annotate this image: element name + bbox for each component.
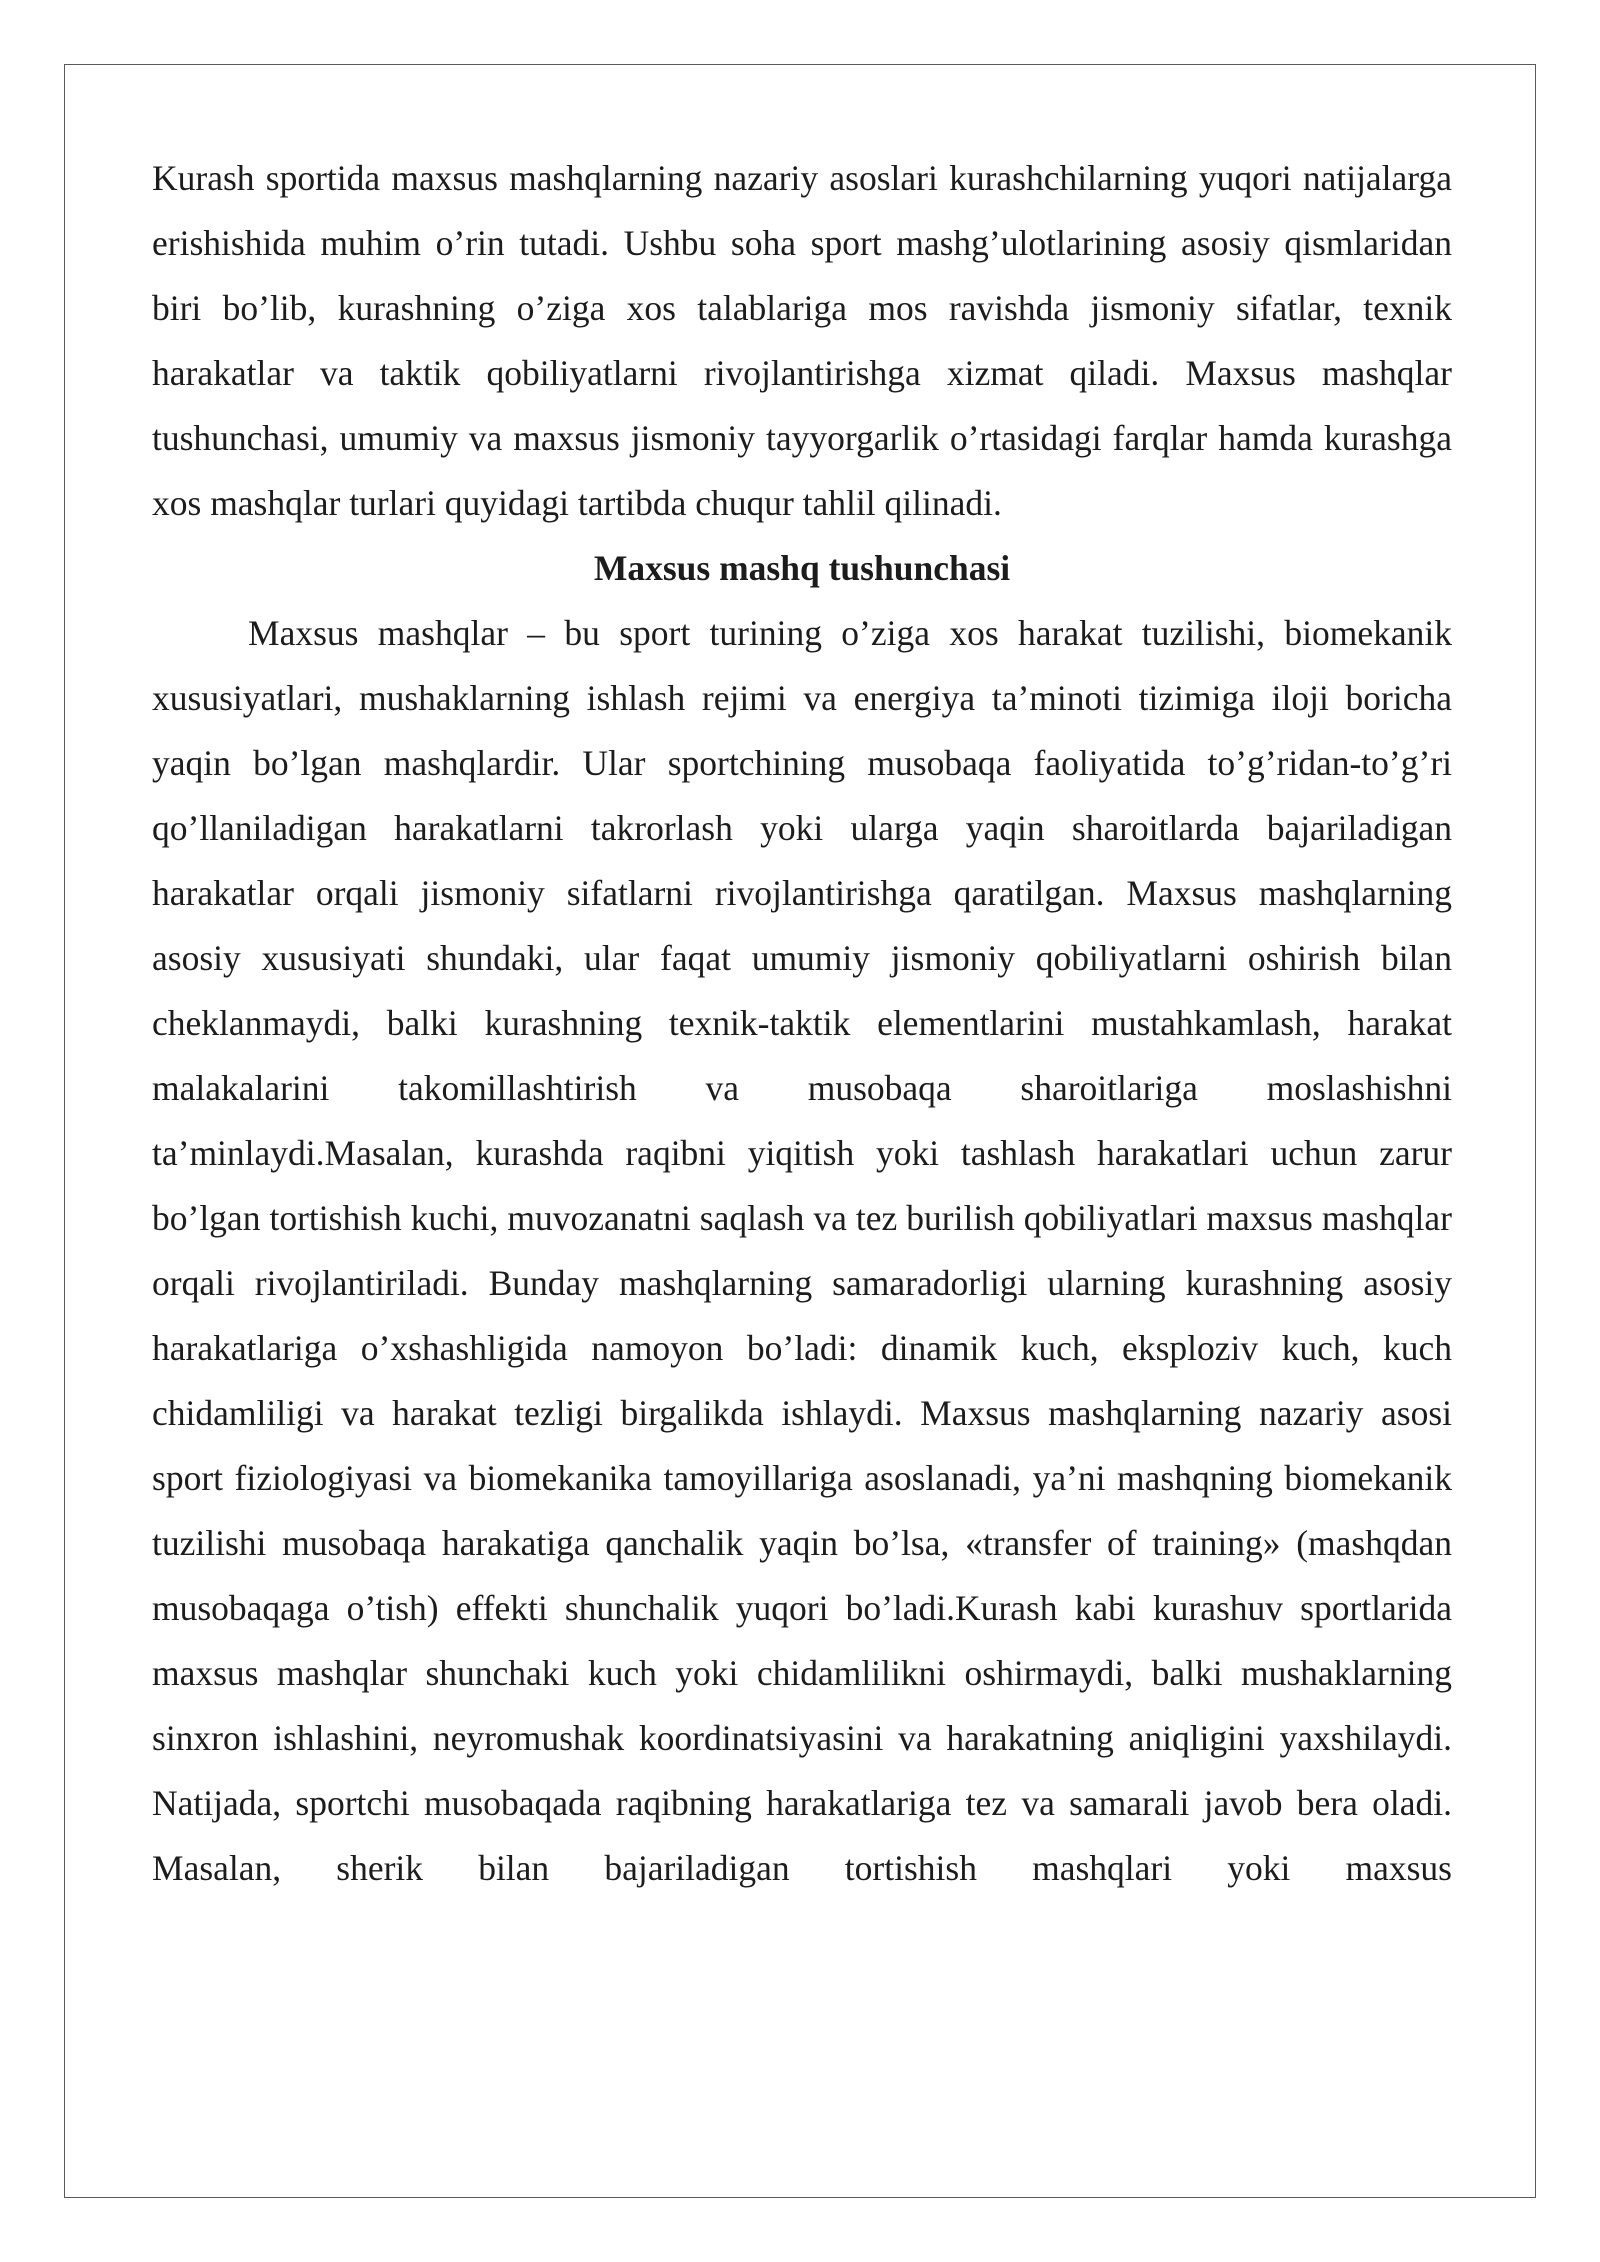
- section-heading: Maxsus mashq tushunchasi: [593, 548, 1011, 588]
- intro-paragraph: Kurash sportida maxsus mashqlarning nazariy asoslari kurashchilarning yuqori natijalarga erishishida muhim o’rin tutadi. Ushbu soha sport mashg’ulotlarining asosiy qismlaridan biri bo’lib, kurashning o’ziga xos talablariga mos ravishda jismoniy sifatlar, texnik harakatlar va taktik qobiliyatlarni rivojlantirishga xizmat qiladi. Maxsus mashqlar tushunchasi, umumiy va maxsus jismoniy tayyorgarlik o’rtasidagi farqlar hamda kurashga xos mashqlar turlari quyidagi tartibda chuqur tahlil qilinadi.: [152, 158, 1452, 523]
- body-paragraph: Maxsus mashqlar – bu sport turining o’ziga xos harakat tuzilishi, biomekanik xususiyatlari, mushaklarning ishlash rejimi va energiya ta’minoti tizimiga iloji boricha yaqin bo’lgan mashqlardir. Ular sportchining musobaqa faoliyatida to’g’ridan-to’g’ri qo’llaniladigan harakatlarni takrorlash yoki ularga yaqin sharoitlarda bajariladigan harakatlar orqali jismoniy sifatlarni rivojlantirishga qaratilgan. Maxsus mashqlarning asosiy xususiyati shundaki, ular faqat umumiy jismoniy qobiliyatlarni oshirish bilan cheklanmaydi, balki kurashning texnik-taktik elementlarini mustahkamlash, harakat malakalarini takomillashtirish va musobaqa sharoitlariga moslashishni ta’minlaydi.Masalan, kurashda raqibni yiqitish yoki tashlash harakatlari uchun zarur bo’lgan tortishish kuchi, muvozanatni saqlash va tez burilish qobiliyatlari maxsus mashqlar orqali rivojlantiriladi. Bunday mashqlarning samaradorligi ularning kurashning asosiy harakatlariga o’xshashligida namoyon bo’ladi: dinamik kuch, eksploziv kuch, kuch chidamliligi va harakat tezligi birgalikda ishlaydi. Maxsus mashqlarning nazariy asosi sport fiziologiyasi va biomekanika tamoyillariga asoslanadi, ya’ni mashqning biomekanik tuzilishi musobaqa harakatiga qanchalik yaqin bo’lsa, «transfer of training» (mashqdan musobaqaga o’tish) effekti shunchalik yuqori bo’ladi.Kurash kabi kurashuv sportlarida maxsus mashqlar shunchaki kuch yoki chidamlilikni oshirmaydi, balki mushaklarning sinxron ishlashini, neyromushak koordinatsiyasini va harakatning aniqligini yaxshilaydi. Natijada, sportchi musobaqada raqibning harakatlariga tez va samarali javob bera oladi. Masalan, sherik bilan bajariladigan tortishish mashqlari yoki maxsus: [152, 613, 1452, 1888]
- document-body: [152, 146, 1452, 1901]
